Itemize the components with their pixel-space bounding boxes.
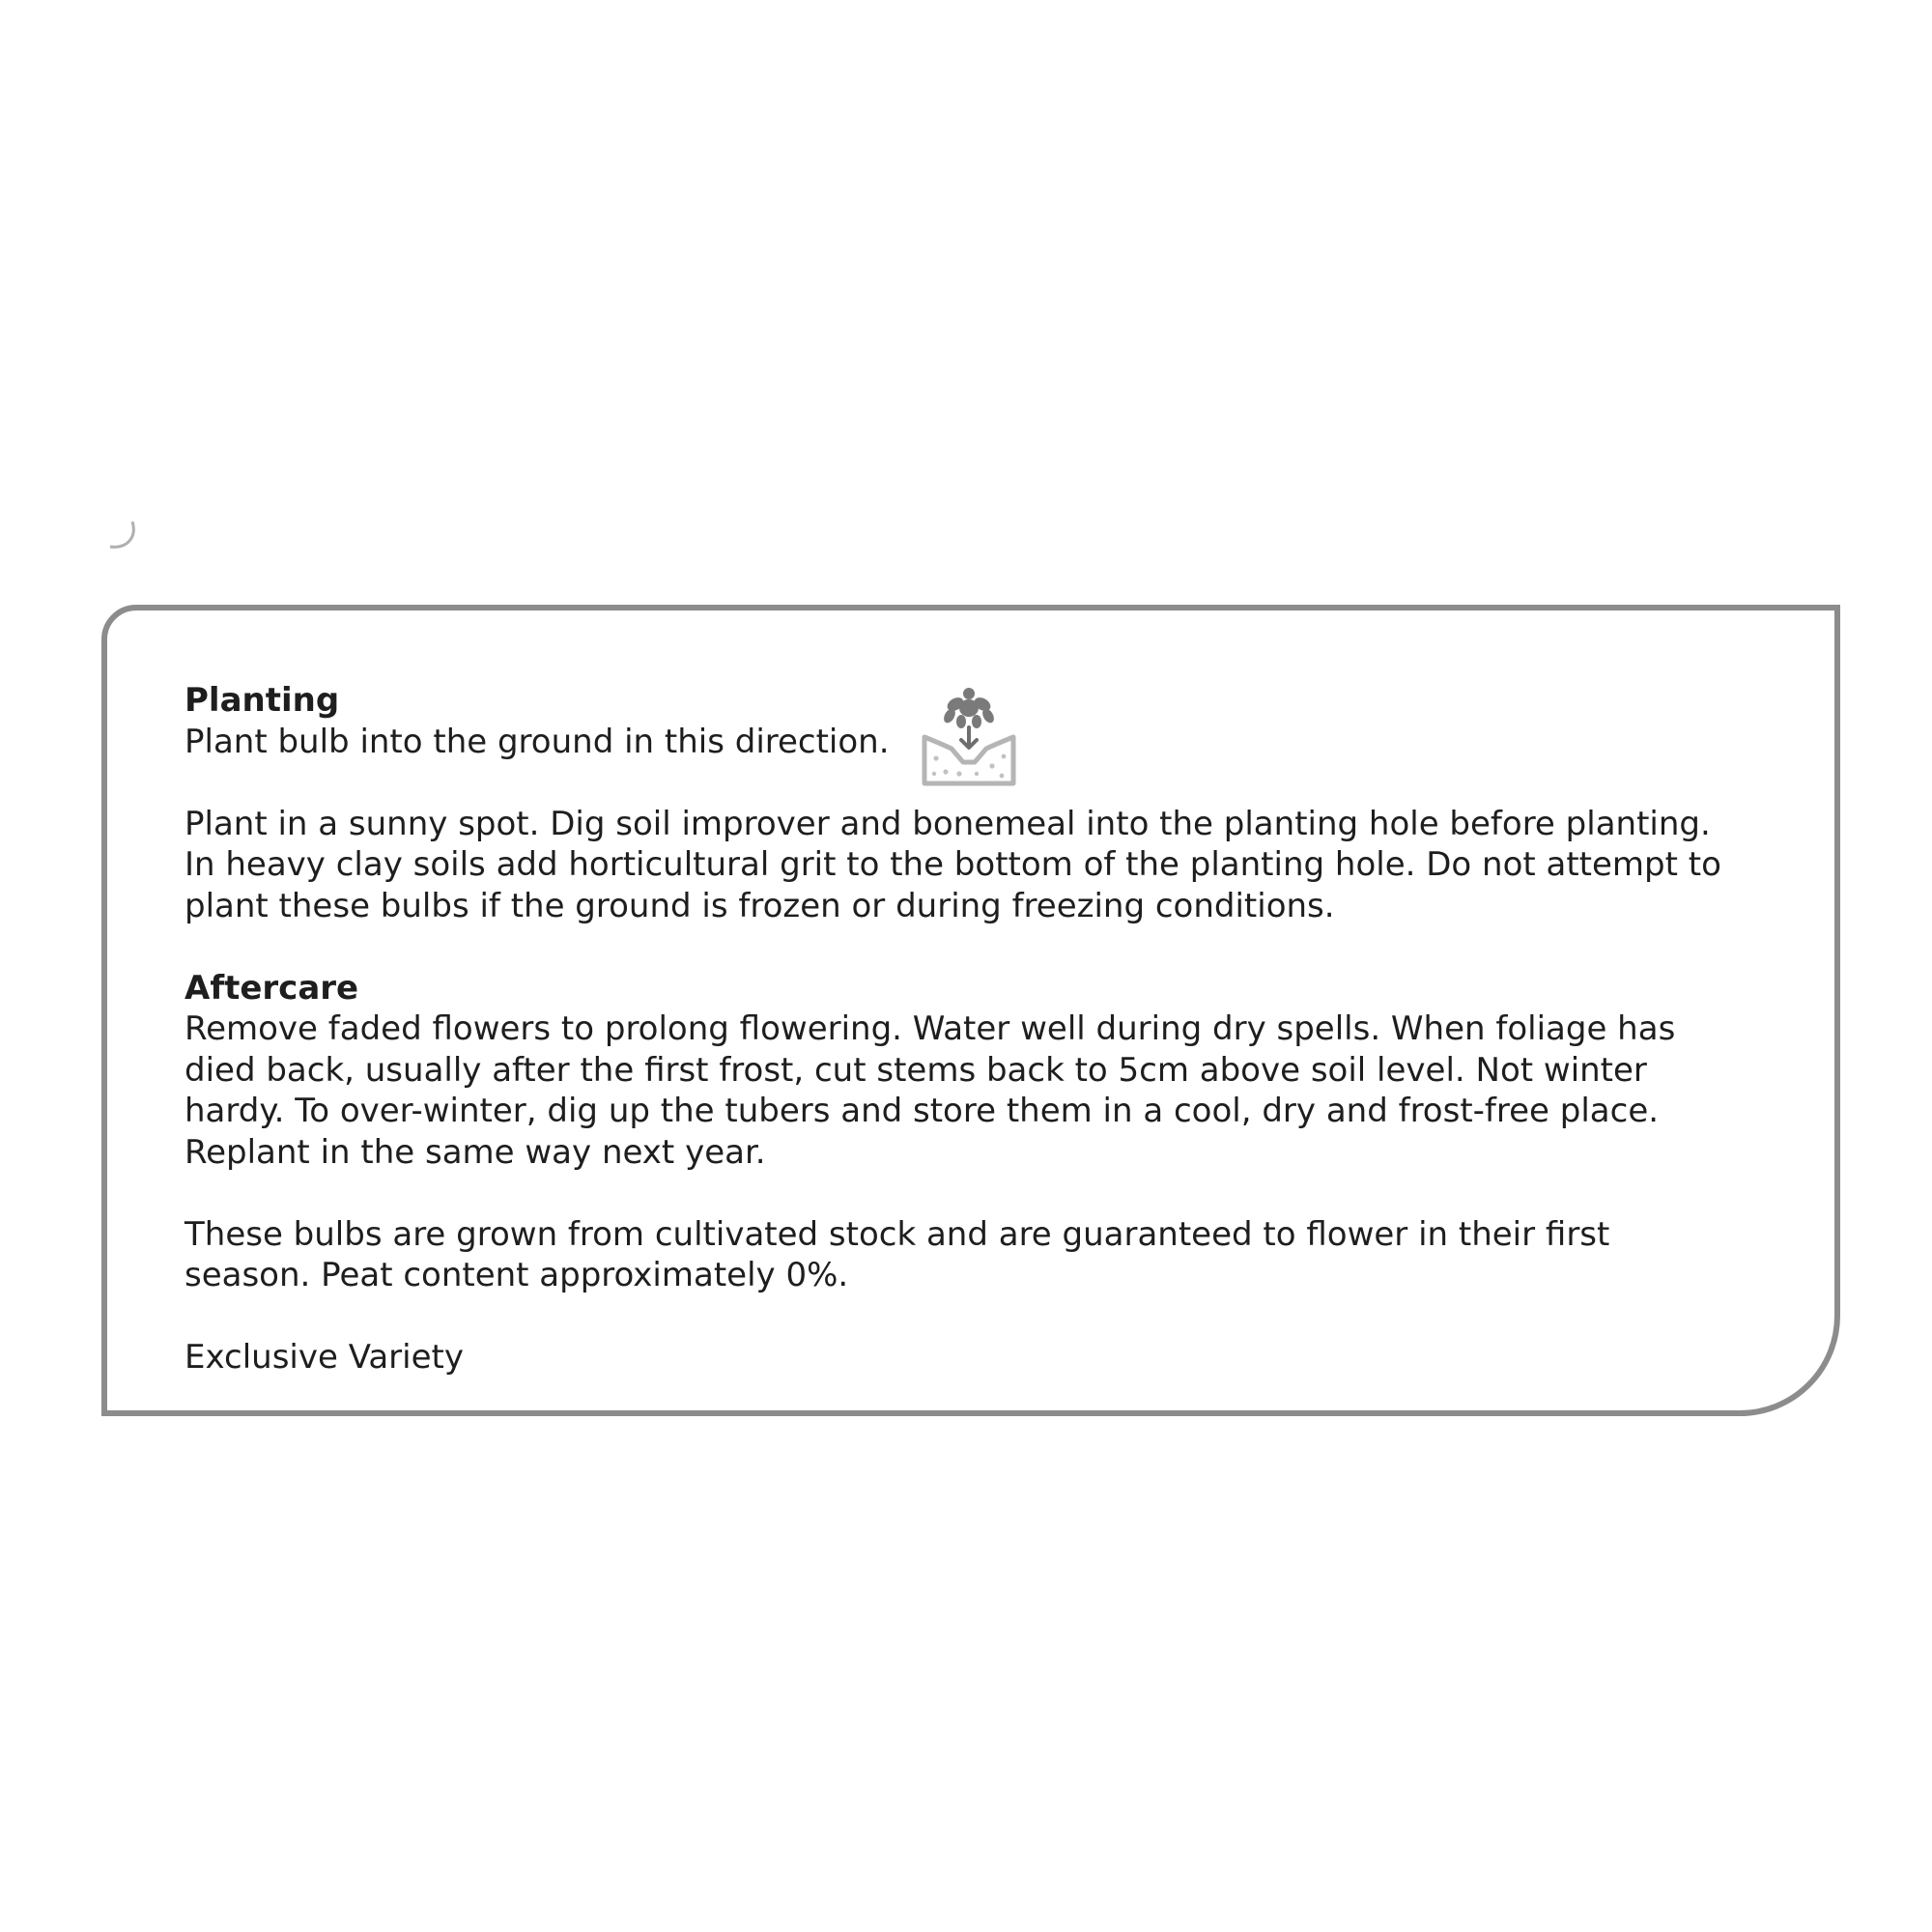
- aftercare-line: Remove faded flowers to prolong flowering. Water well during dry spells. When foliage has: [185, 1009, 1676, 1048]
- planting-heading: Planting: [185, 681, 340, 720]
- aftercare-line: hardy. To over-winter, dig up the tubers and store them in a cool, dry and frost-free place.: [185, 1092, 1660, 1130]
- aftercare-line: Replant in the same way next year.: [185, 1132, 766, 1172]
- guarantee-text: [185, 1214, 1807, 1296]
- planting-section: [185, 680, 1807, 926]
- aftercare-heading: Aftercare: [185, 968, 359, 1008]
- plant-bulb-direction-icon: [921, 685, 1017, 787]
- guarantee-line: These bulbs are grown from cultivated stock and are guaranteed to flower in their first: [185, 1214, 1610, 1254]
- planting-instructions: [185, 804, 1807, 927]
- instruction-card: [101, 605, 1840, 1416]
- planting-line: In heavy clay soils add horticultural grit to the bottom of the planting hole. Do not attempt to: [185, 845, 1721, 884]
- guarantee-line: season. Peat content approximately 0%.: [185, 1256, 849, 1294]
- planting-direction-row: [185, 722, 1807, 763]
- planting-line: Plant in a sunny spot. Dig soil improver and bonemeal into the planting hole before planting.: [185, 804, 1711, 843]
- card-content: [185, 680, 1807, 1378]
- planting-line: plant these bulbs if the ground is frozen or during freezing conditions.: [185, 886, 1335, 925]
- aftercare-instructions: [185, 1009, 1807, 1173]
- aftercare-line: died back, usually after the first frost, cut stems back to 5cm above soil level. Not winter: [185, 1050, 1647, 1090]
- corner-arc-mark: [100, 518, 139, 556]
- aftercare-section: [185, 968, 1807, 1174]
- exclusive-variety-label: Exclusive Variety: [185, 1338, 464, 1377]
- planting-direction-text: Plant bulb into the ground in this direction.: [185, 722, 890, 761]
